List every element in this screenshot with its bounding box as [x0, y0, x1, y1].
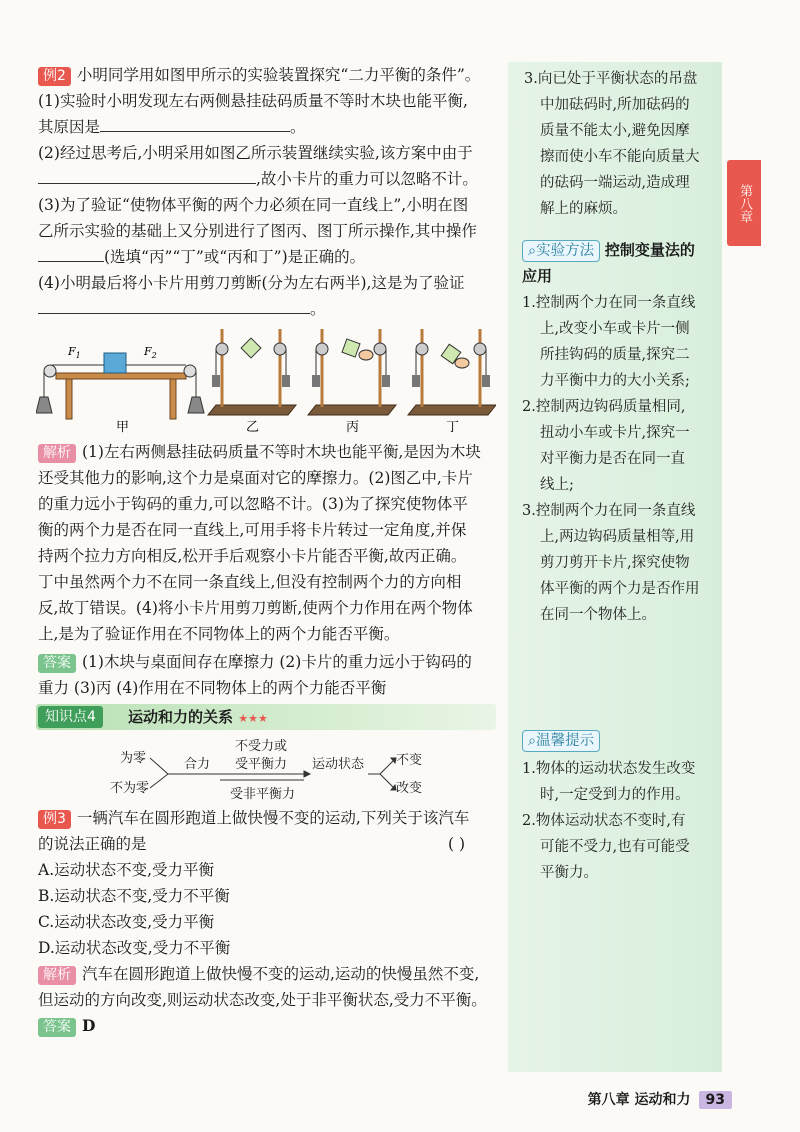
analysis-line: 衡的两个力是否在同一直线上,可用手将卡片转过一定角度,并保	[38, 521, 467, 539]
magnifier-icon: ⌕	[528, 733, 537, 749]
method-item: 1.控制两个力在同一条直线	[522, 295, 696, 311]
method-item: 对平衡力是否在同一直	[540, 451, 685, 467]
force-label: $F_2$	[144, 345, 157, 360]
answer-tag: 答案	[38, 654, 76, 673]
method-title-cont: 应用	[522, 267, 553, 285]
tip-item: 时,一定受到力的作用。	[540, 787, 690, 803]
question-text: 。	[38, 298, 326, 320]
figure-yi	[208, 329, 296, 415]
diagram-text: 不受力或	[235, 739, 288, 754]
analysis-line: 的重力远小于钩码的重力,可以忽略不计。(3)为了探究使物体平	[38, 495, 468, 513]
sidebar-note3-line: 的砝码一端运动,造成理	[540, 175, 690, 191]
tip-label: ⌕温馨提示	[522, 730, 600, 752]
method-label: ⌕实验方法	[522, 240, 600, 262]
tip-item: 1.物体的运动状态发生改变	[522, 761, 696, 777]
tip-item: 2.物体运动状态不变时,有	[522, 813, 686, 829]
analysis-tag: 解析	[38, 444, 76, 463]
question-text: (选填“丙”“丁”或“丙和丁”)是正确的。	[38, 246, 365, 268]
sidebar-note3-line: 3.向已处于平衡状态的吊盘	[524, 71, 698, 87]
answer-line: 重力 (3)丙 (4)作用在不同物体上的两个力能否平衡	[38, 679, 387, 697]
sidebar-note3-line: 擦而使小车不能向质量大	[540, 149, 700, 165]
diagram-text: 为零	[120, 751, 147, 766]
analysis-line: 上,是为了验证作用在不同物体上的两个力能否平衡。	[38, 625, 400, 643]
method-item: 上,两边钩码质量相等,用	[540, 529, 695, 545]
relation-diagram	[100, 736, 440, 802]
chapter-tab[interactable]: 第八章	[727, 160, 761, 246]
analysis-line: 还受其他力的影响,这个力是桌面对它的摩擦力。(2)图乙中,卡片	[38, 469, 473, 487]
method-heading	[522, 238, 695, 262]
option-c[interactable]: C.运动状态改变,受力平衡	[38, 913, 215, 931]
method-item: 3.控制两个力在同一条直线	[522, 503, 696, 519]
diagram-text: 不变	[396, 753, 423, 768]
option-a[interactable]: A.运动状态不变,受力平衡	[38, 861, 215, 879]
knowledge-title: 运动和力的关系 ★★★	[128, 708, 268, 726]
figure-ding	[408, 329, 496, 415]
tip-item: 可能不受力,也有可能受	[540, 839, 690, 855]
answer-line: 答案 (1)木块与桌面间存在摩擦力 (2)卡片的重力远小于钩码的	[38, 651, 472, 673]
magnifier-icon: ⌕	[528, 243, 537, 259]
footer-chapter: 第八章 运动和力	[587, 1092, 691, 1108]
question-text: 乙所示实验的基础上又分别进行了图丙、图丁所示操作,其中操作	[38, 222, 477, 240]
diagram-text: 改变	[396, 781, 423, 796]
method-item: 力平衡中力的大小关系;	[540, 373, 690, 389]
figure-label: 丁	[446, 420, 460, 435]
star-icon: ★★★	[238, 712, 268, 725]
method-item: 所挂钩码的质量,探究二	[540, 347, 690, 363]
diagram-text: 受非平衡力	[230, 787, 296, 802]
experiment-figure	[36, 325, 496, 435]
analysis-line: 丁中虽然两个力不在同一条直线上,但没有控制两个力的方向相	[38, 573, 462, 591]
question-text: 其原因是 。	[38, 118, 306, 136]
answer-blank[interactable]	[38, 168, 256, 184]
question-text: (4)小明最后将小卡片用剪刀剪断(分为左右两半),这是为了验证	[38, 274, 465, 292]
method-item: 体平衡的两个力是否作用	[540, 581, 700, 597]
answer-tag: 答案	[38, 1018, 76, 1037]
answer-blank[interactable]	[100, 116, 290, 132]
analysis-line: 反,故丁错误。(4)将小卡片用剪刀剪断,使两个力作用在两个物体	[38, 599, 473, 617]
diagram-text: 受平衡力	[235, 757, 288, 772]
figure-label: 丙	[346, 420, 360, 435]
example-tag: 例3	[38, 810, 71, 829]
diagram-text: 运动状态	[312, 757, 365, 772]
question-text: ,故小卡片的重力可以忽略不计。	[38, 168, 478, 190]
analysis-tag: 解析	[38, 966, 76, 985]
sidebar-note3-line: 中加砝码时,所加砝码的	[540, 97, 690, 113]
answer-line: 答案 D	[38, 1015, 95, 1037]
tip-item: 平衡力。	[540, 865, 598, 881]
sidebar-note3-line: 质量不能太小,避免因摩	[540, 123, 690, 139]
analysis-line: 解析 汽车在圆形跑道上做快慢不变的运动,运动的快慢虽然不变,	[38, 963, 479, 985]
option-d[interactable]: D.运动状态改变,受力不平衡	[38, 939, 231, 957]
question-text: (2)经过思考后,小明采用如图乙所示装置继续实验,该方案中由于	[38, 144, 473, 162]
example2-stem: 例2 小明同学用如图甲所示的实验装置探究“二力平衡的条件”。	[38, 64, 480, 86]
analysis-line: 持两个拉力方向相反,松开手后观察小卡片能否平衡,故丙正确。	[38, 547, 467, 565]
force-label: $F_1$	[68, 345, 81, 360]
method-item: 在同一个物体上。	[540, 607, 656, 623]
figure-label: 甲	[116, 420, 130, 435]
analysis-line: 但运动的方向改变,则运动状态改变,处于非平衡状态,受力不平衡。	[38, 991, 487, 1009]
method-item: 剪刀剪开卡片,探究使物	[540, 555, 690, 571]
diagram-text: 不为零	[110, 781, 150, 796]
answer-blank[interactable]	[38, 298, 310, 314]
example3-stem: 例3 一辆汽车在圆形跑道上做快慢不变的运动,下列关于该汽车	[38, 807, 469, 829]
page-footer	[588, 1089, 732, 1109]
analysis-line: 解析 (1)左右两侧悬挂砝码质量不等时木块也能平衡,是因为木块	[38, 441, 481, 463]
question-text: (1)实验时小明发现左右两侧悬挂砝码质量不等时木块也能平衡,	[38, 92, 468, 110]
sidebar-note3-line: 解上的麻烦。	[540, 201, 627, 217]
method-item: 2.控制两边钩码质量相同,	[522, 399, 686, 415]
figure-bing	[308, 329, 396, 415]
answer-paren[interactable]: ( )	[448, 835, 466, 853]
example3-stem: 的说法正确的是	[38, 835, 147, 853]
method-item: 上,改变小车或卡片一侧	[540, 321, 690, 337]
method-title: 控制变量法的	[604, 241, 695, 259]
method-item: 线上;	[540, 477, 574, 493]
page-number: 93	[699, 1091, 732, 1109]
option-b[interactable]: B.运动状态不变,受力不平衡	[38, 887, 230, 905]
figure-jia	[36, 345, 204, 419]
example-tag: 例2	[38, 67, 71, 86]
method-item: 扭动小车或卡片,探究一	[540, 425, 690, 441]
knowledge-tag: 知识点4	[38, 706, 103, 728]
tip-heading	[522, 728, 600, 752]
answer-blank[interactable]	[38, 246, 104, 262]
question-text: (3)为了验证“使物体平衡的两个力必须在同一直线上”,小明在图	[38, 196, 469, 214]
diagram-text: 合力	[184, 757, 211, 772]
figure-label: 乙	[246, 420, 260, 435]
